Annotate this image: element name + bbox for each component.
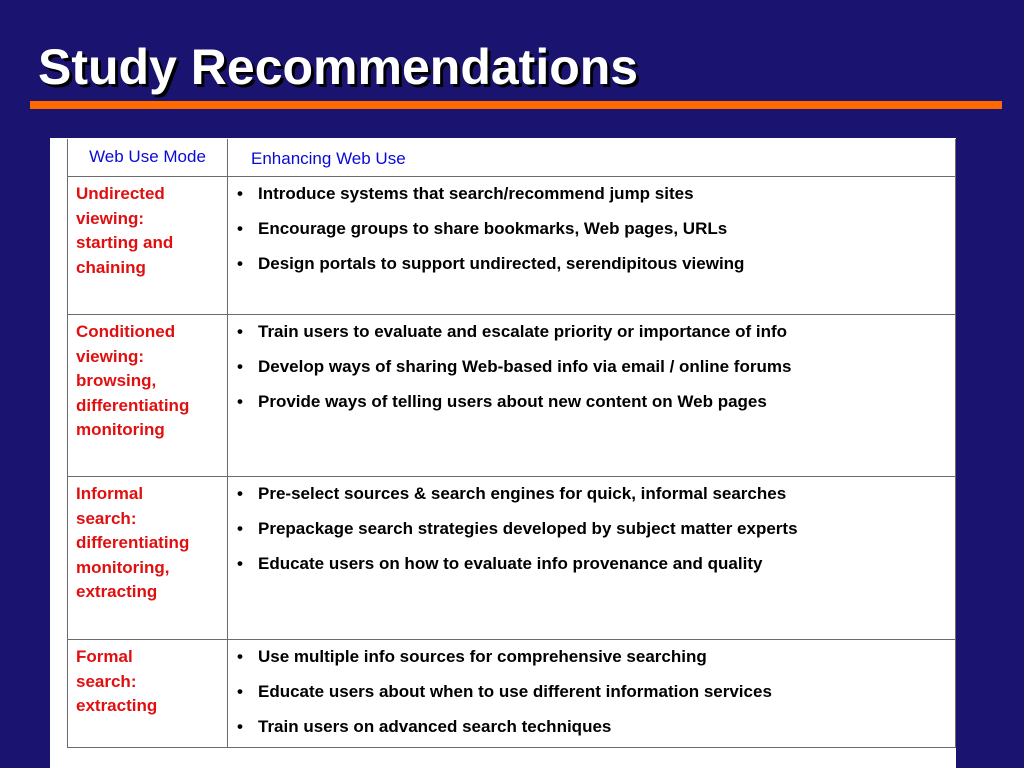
web-use-mode-cell <box>76 182 226 280</box>
mode-line: Conditioned <box>76 322 176 341</box>
mode-line: differentiating <box>76 395 190 415</box>
web-use-mode-cell <box>76 320 226 443</box>
mode-line: browsing, <box>76 371 157 390</box>
recommendation-list <box>231 322 947 427</box>
recommendation-item: • Train users to evaluate and escalate priority or importance of info <box>231 322 947 342</box>
recommendation-item: • Use multiple info sources for comprehensive searching <box>231 647 947 667</box>
recommendation-list <box>231 647 947 752</box>
table-row <box>68 640 955 748</box>
table-header-row <box>68 139 955 177</box>
mode-line: monitoring, <box>76 557 170 577</box>
table-row <box>68 315 955 477</box>
mode-line: Informal <box>76 484 144 503</box>
web-use-mode-cell <box>76 482 226 605</box>
recommendation-item: • Prepackage search strategies developed by subject matter experts <box>231 519 947 539</box>
web-use-mode-cell <box>76 645 226 719</box>
table-row <box>68 477 955 640</box>
mode-line: Undirected <box>76 184 165 203</box>
mode-line: Formal <box>76 647 133 666</box>
header-enhancing-web-use: Enhancing Web Use <box>251 149 406 168</box>
recommendation-item: • Educate users about when to use different information services <box>231 682 947 702</box>
recommendation-list <box>231 484 947 589</box>
mode-line: search: <box>76 508 137 528</box>
recommendation-item: • Train users on advanced search techniques <box>231 717 947 737</box>
mode-line: viewing: <box>76 346 145 366</box>
recommendation-item: • Provide ways of telling users about new content on Web pages <box>231 392 947 412</box>
recommendation-item: • Educate users on how to evaluate info provenance and quality <box>231 554 947 574</box>
mode-line: search: <box>76 671 137 691</box>
recommendation-item: • Encourage groups to share bookmarks, Web pages, URLs <box>231 219 947 239</box>
mode-line: monitoring <box>76 420 165 439</box>
recommendation-item: • Introduce systems that search/recommend jump sites <box>231 184 947 204</box>
mode-line: extracting <box>76 696 158 715</box>
recommendation-list <box>231 184 947 289</box>
header-web-use-mode: Web Use Mode <box>89 147 206 166</box>
recommendations-table <box>67 139 956 748</box>
mode-line: differentiating <box>76 533 190 552</box>
mode-line: starting and <box>76 233 174 252</box>
recommendation-item: • Design portals to support undirected, serendipitous viewing <box>231 254 947 274</box>
recommendation-item: • Pre-select sources & search engines for quick, informal searches <box>231 484 947 504</box>
mode-line: chaining <box>76 257 146 277</box>
content-panel <box>50 138 956 768</box>
mode-line: extracting <box>76 582 158 601</box>
slide-title: Study Recommendations <box>38 39 639 95</box>
mode-line: viewing: <box>76 208 145 228</box>
recommendation-item: • Develop ways of sharing Web-based info via email / online forums <box>231 357 947 377</box>
title-underline <box>30 101 1002 109</box>
table-row <box>68 177 955 315</box>
